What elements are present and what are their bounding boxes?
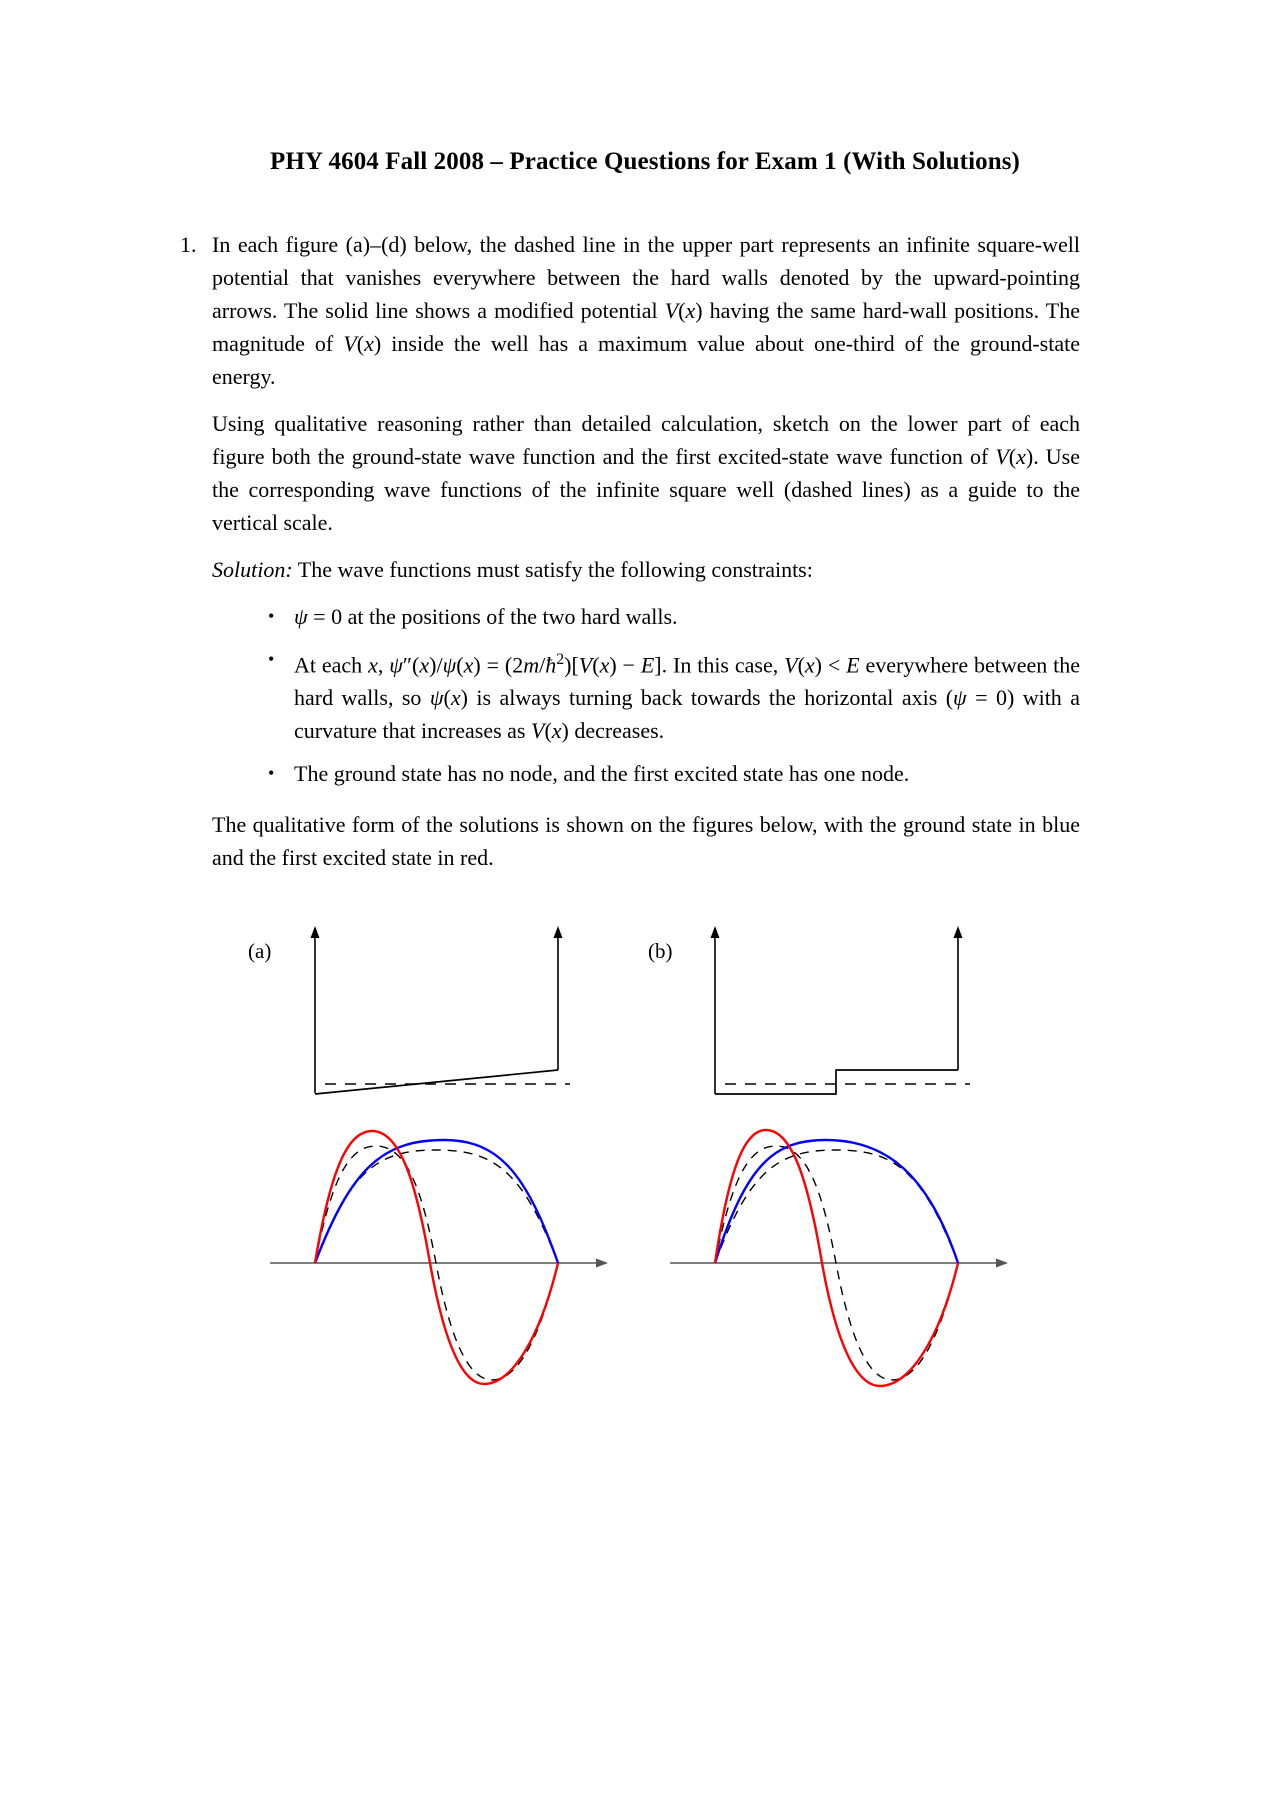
ground-state-curve-b [715,1140,958,1263]
problem-block [180,228,1080,888]
right-wall-arrow-a [554,926,563,1070]
problem-number: 1. [180,232,197,257]
paragraph-2: Using qualitative reasoning rather than detailed calculation, sketch on the lower part of each figure both the ground-state wave function and the first excited-state wave function of V(x). Use the corresponding wave functions of the infinite square well (dashed lines) as a guide to the vertical scale. [212,411,1080,535]
right-wall-arrow-b [954,926,963,1070]
figure-a [240,918,660,1398]
figure-b-svg [640,918,1060,1398]
left-wall-arrow-b [711,926,720,1094]
first-excited-state-curve-b [715,1130,958,1386]
page [0,148,1280,1804]
figure-b-label: (b) [648,939,673,964]
paragraph-1: In each figure (a)–(d) below, the dashed line in the upper part represents an infinite square-well potential that vanishes everywhere between the hard walls denoted by the upward-pointing arrows. The solid line shows a modified potential V(x) having the same hard-wall positions. The magnitude of V(x) inside the well has a maximum value about one-third of the ground-state energy. [212,232,1080,389]
potential-curve-b [715,1070,958,1094]
figures-container [180,918,1080,1418]
first-excited-state-curve-a [315,1131,558,1384]
constraint-item-1: • ψ = 0 at the positions of the two hard walls. [268,600,1080,633]
closing-paragraph: The qualitative form of the solutions is shown on the figures below, with the ground state in blue and the first excited state in red. [212,812,1080,871]
solution-intro: Solution: The wave functions must satisfy the following constraints: [212,557,813,582]
solution-lead: Solution: [212,557,293,582]
problem-body [212,228,1080,888]
reference-ground-state-b [715,1150,958,1263]
constraints-list [212,600,1080,790]
problem-1 [180,228,1080,888]
reference-ground-state-a [315,1150,558,1263]
ground-state-curve-a [315,1140,558,1263]
figure-b [640,918,1060,1398]
figure-a-label: (a) [248,939,272,964]
constraint-item-3: • The ground state has no node, and the first excited state has one node. [268,757,1080,790]
potential-curve-a [315,1070,558,1094]
page-title: PHY 4604 Fall 2008 – Practice Questions for Exam 1 (With Solutions) [270,148,1020,175]
figure-a-svg [240,918,660,1398]
constraint-item-2: • At each x, $\psi''(x)/\psi(x) = (2m/ħ^2)[V(x) - E]$. In this case, V(x) < E everywhere between the hard walls, so ψ(x) is always turning back towards the horizontal axis (ψ = 0) with a curvature that increases as V(x) decreases. [268,643,1080,747]
left-wall-arrow-a [311,926,320,1093]
